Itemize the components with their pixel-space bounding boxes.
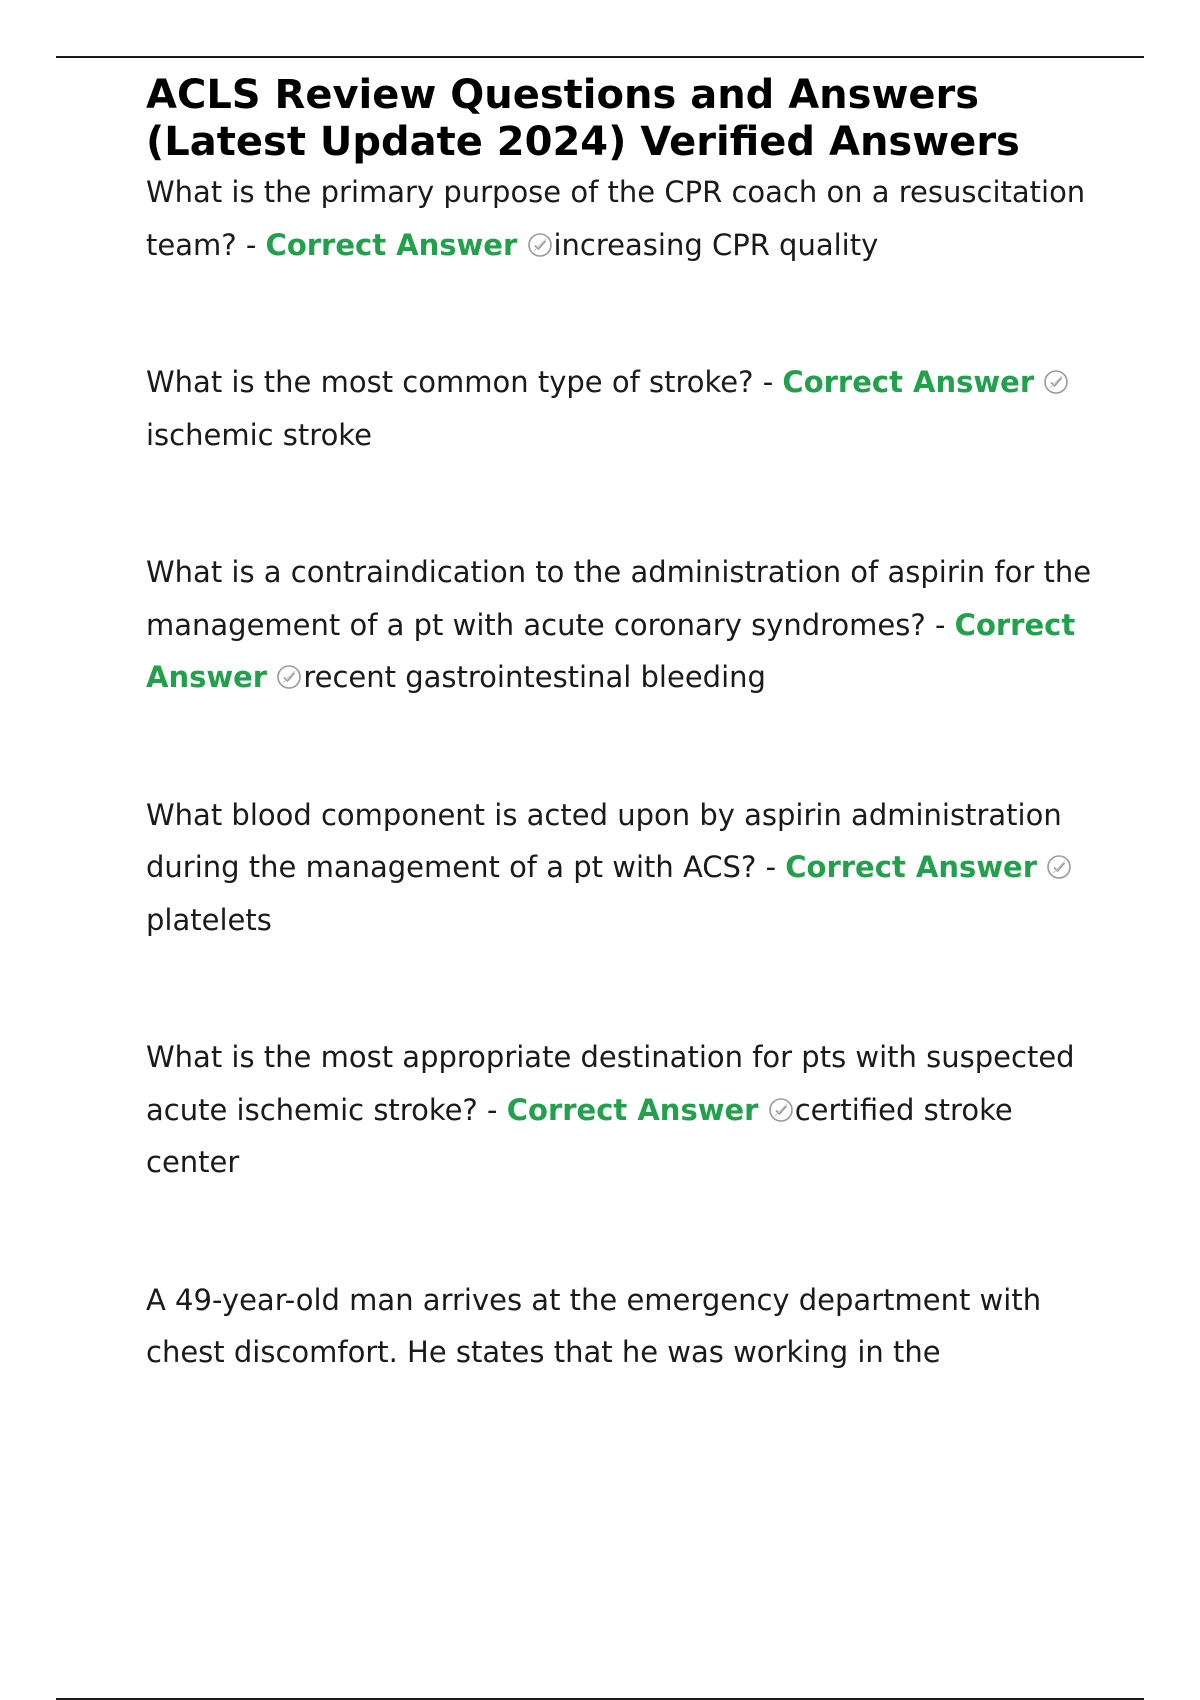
qa-item (146, 1031, 1096, 1189)
correct-answer-label: Correct Answer (506, 1092, 759, 1127)
answer-text: recent gastrointestinal bleeding (303, 660, 766, 694)
qa-item (146, 546, 1096, 704)
answer-text: ischemic stroke (146, 417, 372, 452)
question-text: What is a contraindication to the administration of aspirin for the management of a pt with acute coronary syndromes? - (146, 555, 1092, 642)
question-text: What is the most appropriate destination for pts with suspected acute ischemic stroke? - (146, 1040, 1075, 1127)
answer-text: certified stroke center (146, 1092, 1013, 1179)
correct-answer-label: Correct Answer (785, 850, 1037, 884)
document-body (146, 72, 1096, 1379)
check-circle-icon (527, 232, 553, 258)
check-circle-icon (276, 664, 302, 690)
top-rule (56, 56, 1144, 58)
qa-item (146, 166, 1096, 271)
answer-text: increasing CPR quality (553, 227, 879, 262)
check-circle-icon (1046, 854, 1072, 880)
question-text: What is the primary purpose of the CPR coach on a resuscitation team? - (146, 175, 1086, 262)
document-title (146, 72, 1096, 166)
question-text: What blood component is acted upon by aspirin administration during the management of a pt with ACS? - (146, 797, 1062, 884)
title-line-2: (Latest Update 2024) Verified Answers (146, 119, 1020, 165)
correct-answer-label: Correct Answer (265, 227, 518, 262)
check-circle-icon (1043, 369, 1069, 395)
title-line-1: ACLS Review Questions and Answers (146, 72, 980, 118)
trailing-question: A 49-year-old man arrives at the emergency department with chest discomfort. He states that he was working in the (146, 1282, 1042, 1369)
check-circle-icon (768, 1097, 794, 1123)
answer-text: platelets (146, 902, 272, 937)
correct-answer-label: Correct Answer (146, 607, 1076, 694)
question-text: What is the most common type of stroke? - (146, 365, 783, 399)
correct-answer-label: Correct Answer (782, 365, 1035, 399)
qa-item (146, 356, 1096, 461)
qa-item (146, 789, 1096, 947)
